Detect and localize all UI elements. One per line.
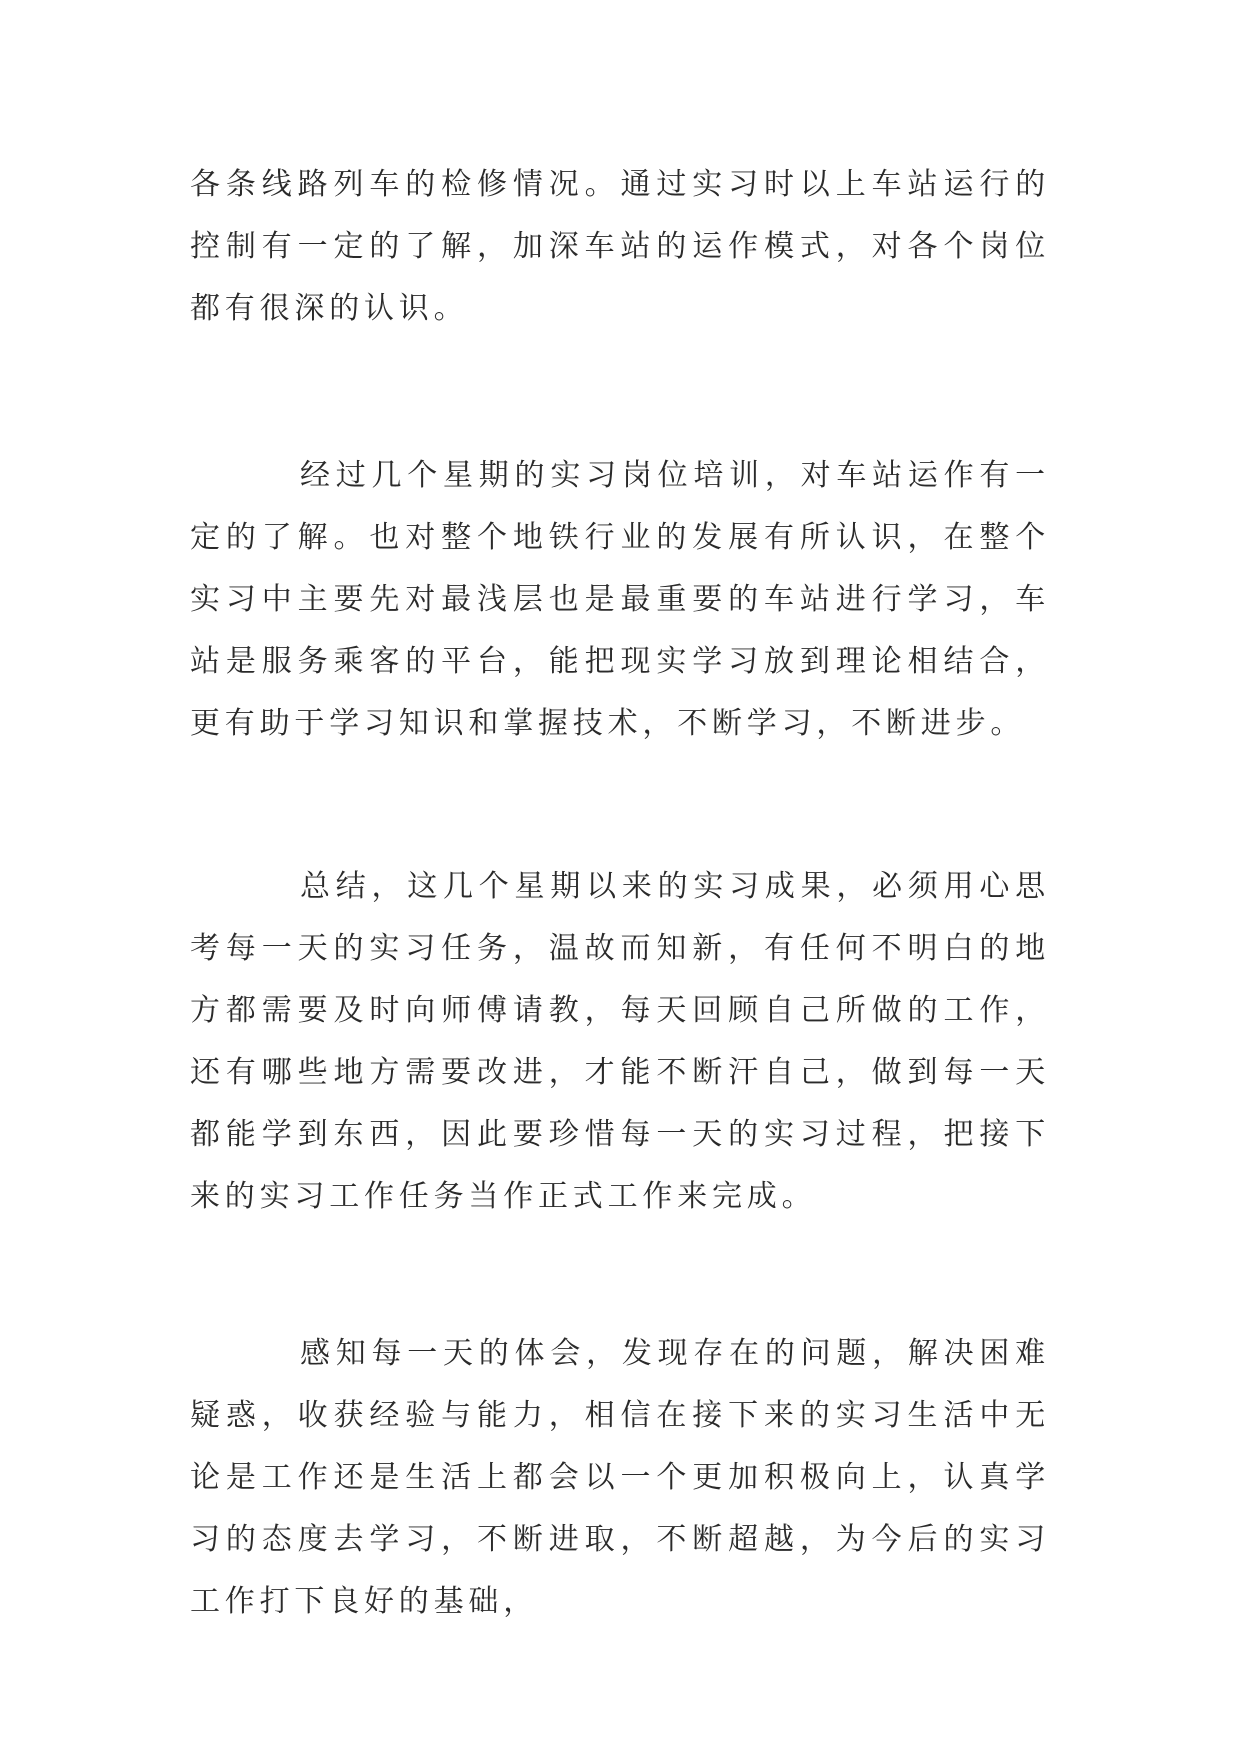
- paragraph-reflection: 感知每一天的体会，发现存在的问题，解决困难疑惑，收获经验与能力，相信在接下来的实习生活中无论是工作还是生活上都会以一个更加积极向上，认真学习的态度去学习，不断进取，不断超越，为今后的实习工作打下良好的基础，: [190, 1336, 1050, 1619]
- paragraph-training-summary: 经过几个星期的实习岗位培训，对车站运作有一定的了解。也对整个地铁行业的发展有所认识，在整个实习中主要先对最浅层也是最重要的车站进行学习，车站是服务乘客的平台，能把现实学习放到理论相结合，更有助于学习知识和掌握技术，不断学习，不断进步。: [190, 458, 1050, 741]
- paragraph-conclusion: 总结，这几个星期以来的实习成果，必须用心思考每一天的实习任务，温故而知新，有任何不明白的地方都需要及时向师傅请教，每天回顾自己所做的工作，还有哪些地方需要改进，才能不断汗自己，做到每一天都能学到东西，因此要珍惜每一天的实习过程，把接下来的实习工作任务当作正式工作来完成。: [190, 869, 1050, 1214]
- paragraph-continued: 各条线路列车的检修情况。通过实习时以上车站运行的控制有一定的了解，加深车站的运作模式，对各个岗位都有很深的认识。: [190, 167, 1050, 326]
